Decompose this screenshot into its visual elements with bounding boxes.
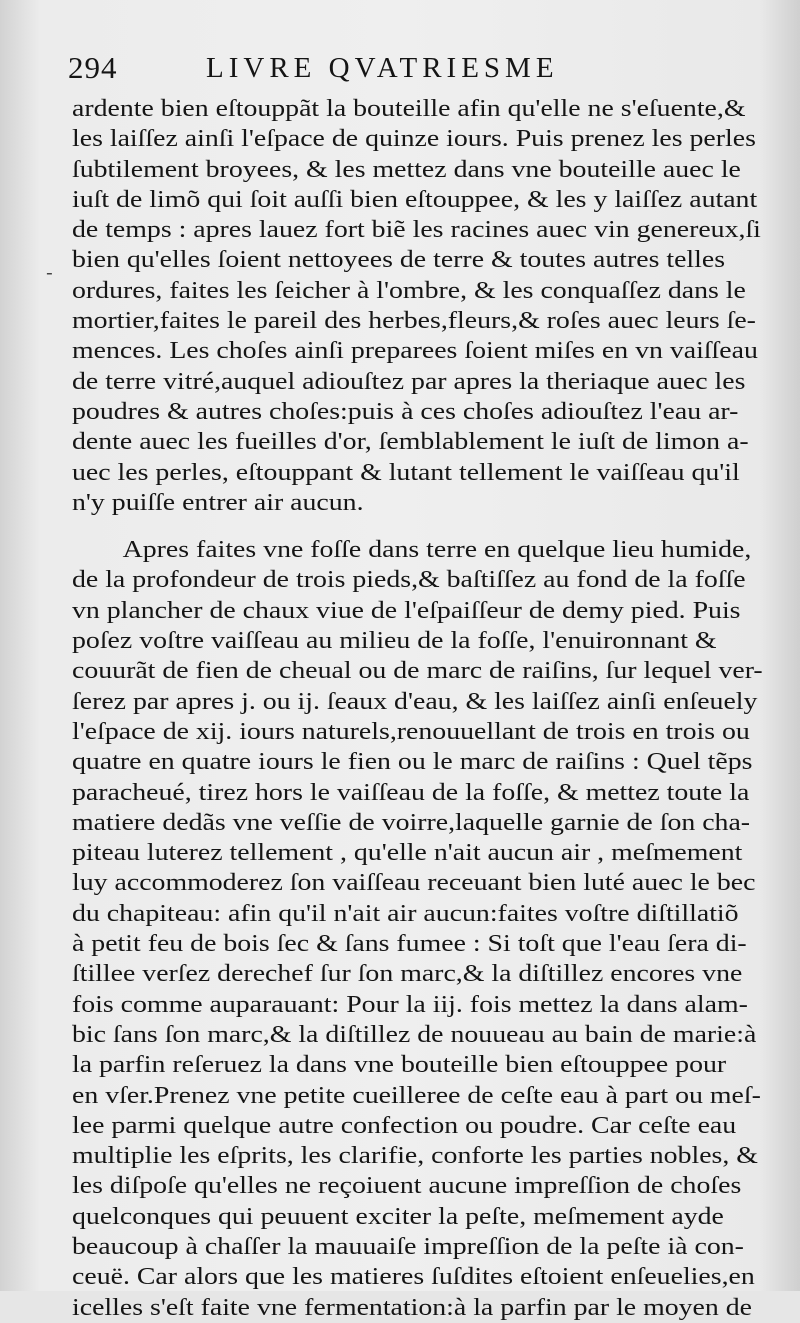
body-text [72,94,784,1323]
text-line: en vſer.Prenez vne petite cueilleree de ceſte eau à part ou meſ- [72,1081,761,1109]
paragraph-2 [72,535,784,1323]
text-line: ardente bien eſtouppãt la bouteille afin qu'elle ne s'eſuente,& [72,95,746,122]
text-line: fois comme auparauant: Pour la iij. fois mettez la dans alam- [72,990,748,1018]
text-line: du chapiteau: afin qu'il n'ait air aucun:faites voſtre diſtillatiõ [72,899,739,927]
paragraph-1 [72,94,784,518]
text-line: multiplie les eſprits, les clarifie, conforte les parties nobles, & [72,1142,758,1170]
text-line: mences. Les choſes ainſi preparees ſoient miſes en vn vaiſſeau [72,337,758,365]
text-line: de temps : apres lauez fort biẽ les racines auec vin genereux,ſi [72,216,761,244]
text-line: beaucoup à chaſſer la mauuaiſe impreſſion de la peſte ià con- [72,1232,744,1260]
text-line: vn plancher de chaux viue de l'eſpaiſſeur de demy pied. Puis [72,596,741,624]
running-header [68,50,728,100]
page-number: 294 [68,50,118,85]
text-line: poudres & autres choſes:puis à ces choſes adiouſtez l'eau ar- [72,397,739,425]
text-line: luy accommoderez ſon vaiſſeau receuant bien luté auec le bec [72,869,756,897]
text-line: de terre vitré,auquel adiouſtez par apres la theriaque auec les [72,367,746,395]
text-line: bic ſans ſon marc,& la diſtillez de nouueau au bain de marie:à [72,1020,757,1048]
text-line: ceuë. Car alors que les matieres ſuſdites eſtoient enſeuelies,en [72,1263,755,1291]
text-line: l'eſpace de xij. iours naturels,renouuellant de trois en trois ou [72,717,750,745]
text-line: ſubtilement broyees, & les mettez dans vne bouteille auec le [72,155,741,183]
text-line: quelconques qui peuuent exciter la peſte, meſmement ayde [72,1202,724,1230]
text-line: les diſpoſe qu'elles ne reçoiuent aucune impreſſion de choſes [72,1172,742,1200]
text-line: icelles s'eſt faite vne fermentation:à la parfin par le moyen de [72,1293,753,1321]
text-line: de la profondeur de trois pieds,& baſtiſſez au fond de la foſſe [72,566,746,594]
text-line: poſez voſtre vaiſſeau au milieu de la foſſe, l'enuironnant & [72,627,717,655]
text-line: paracheué, tirez hors le vaiſſeau de la foſſe, & mettez toute la [72,778,750,806]
text-line: n'y puiſſe entrer air aucun. [72,488,364,516]
running-title: LIVRE QVATRIESME [206,52,559,84]
text-line: uec les perles, eſtouppant & lutant tellement le vaiſſeau qu'il [72,458,740,486]
text-line: iuſt de limõ qui ſoit auſſi bien eſtouppee, & les y laiſſez autant [72,185,758,213]
text-line: ſtillee verſez derechef ſur ſon marc,& la diſtillez encores vne [72,960,743,988]
text-line: Apres faites vne foſſe dans terre en quelque lieu humide, [122,536,752,564]
text-line: mortier,faites le pareil des herbes,fleurs,& roſes auec leurs ſe- [72,307,756,335]
text-line: quatre en quatre iours le fien ou le marc de raiſins : Quel tẽps [72,748,753,776]
paragraph-gap [72,518,784,535]
text-line: ordures, faites les ſeicher à l'ombre, & les conquaſſez dans le [72,276,746,304]
text-line: lee parmi quelque autre confection ou poudre. Car ceſte eau [72,1111,737,1139]
text-line: la parfin reſeruez la dans vne bouteille bien eſtouppee pour [72,1051,727,1079]
margin-mark: - [46,260,53,284]
text-line: couurãt de fien de cheual ou de marc de raiſins, ſur lequel ver- [72,657,763,685]
text-line: les laiſſez ainſi l'eſpace de quinze iours. Puis prenez les perles [72,125,756,153]
text-line: piteau luterez tellement , qu'elle n'ait aucun air , meſmement [72,839,743,867]
text-line: bien qu'elles ſoient nettoyees de terre & toutes autres telles [72,246,726,274]
text-line: ſerez par apres j. ou ij. ſeaux d'eau, & les laiſſez ainſi enſeuely [72,687,758,715]
text-line: dente auec les fueilles d'or, ſemblablement le iuſt de limon a- [72,428,749,456]
text-line: matiere dedãs vne veſſie de voirre,laquelle garnie de ſon cha- [72,808,751,836]
text-line: à petit feu de bois ſec & ſans fumee : Si toſt que l'eau ſera di- [72,930,747,958]
